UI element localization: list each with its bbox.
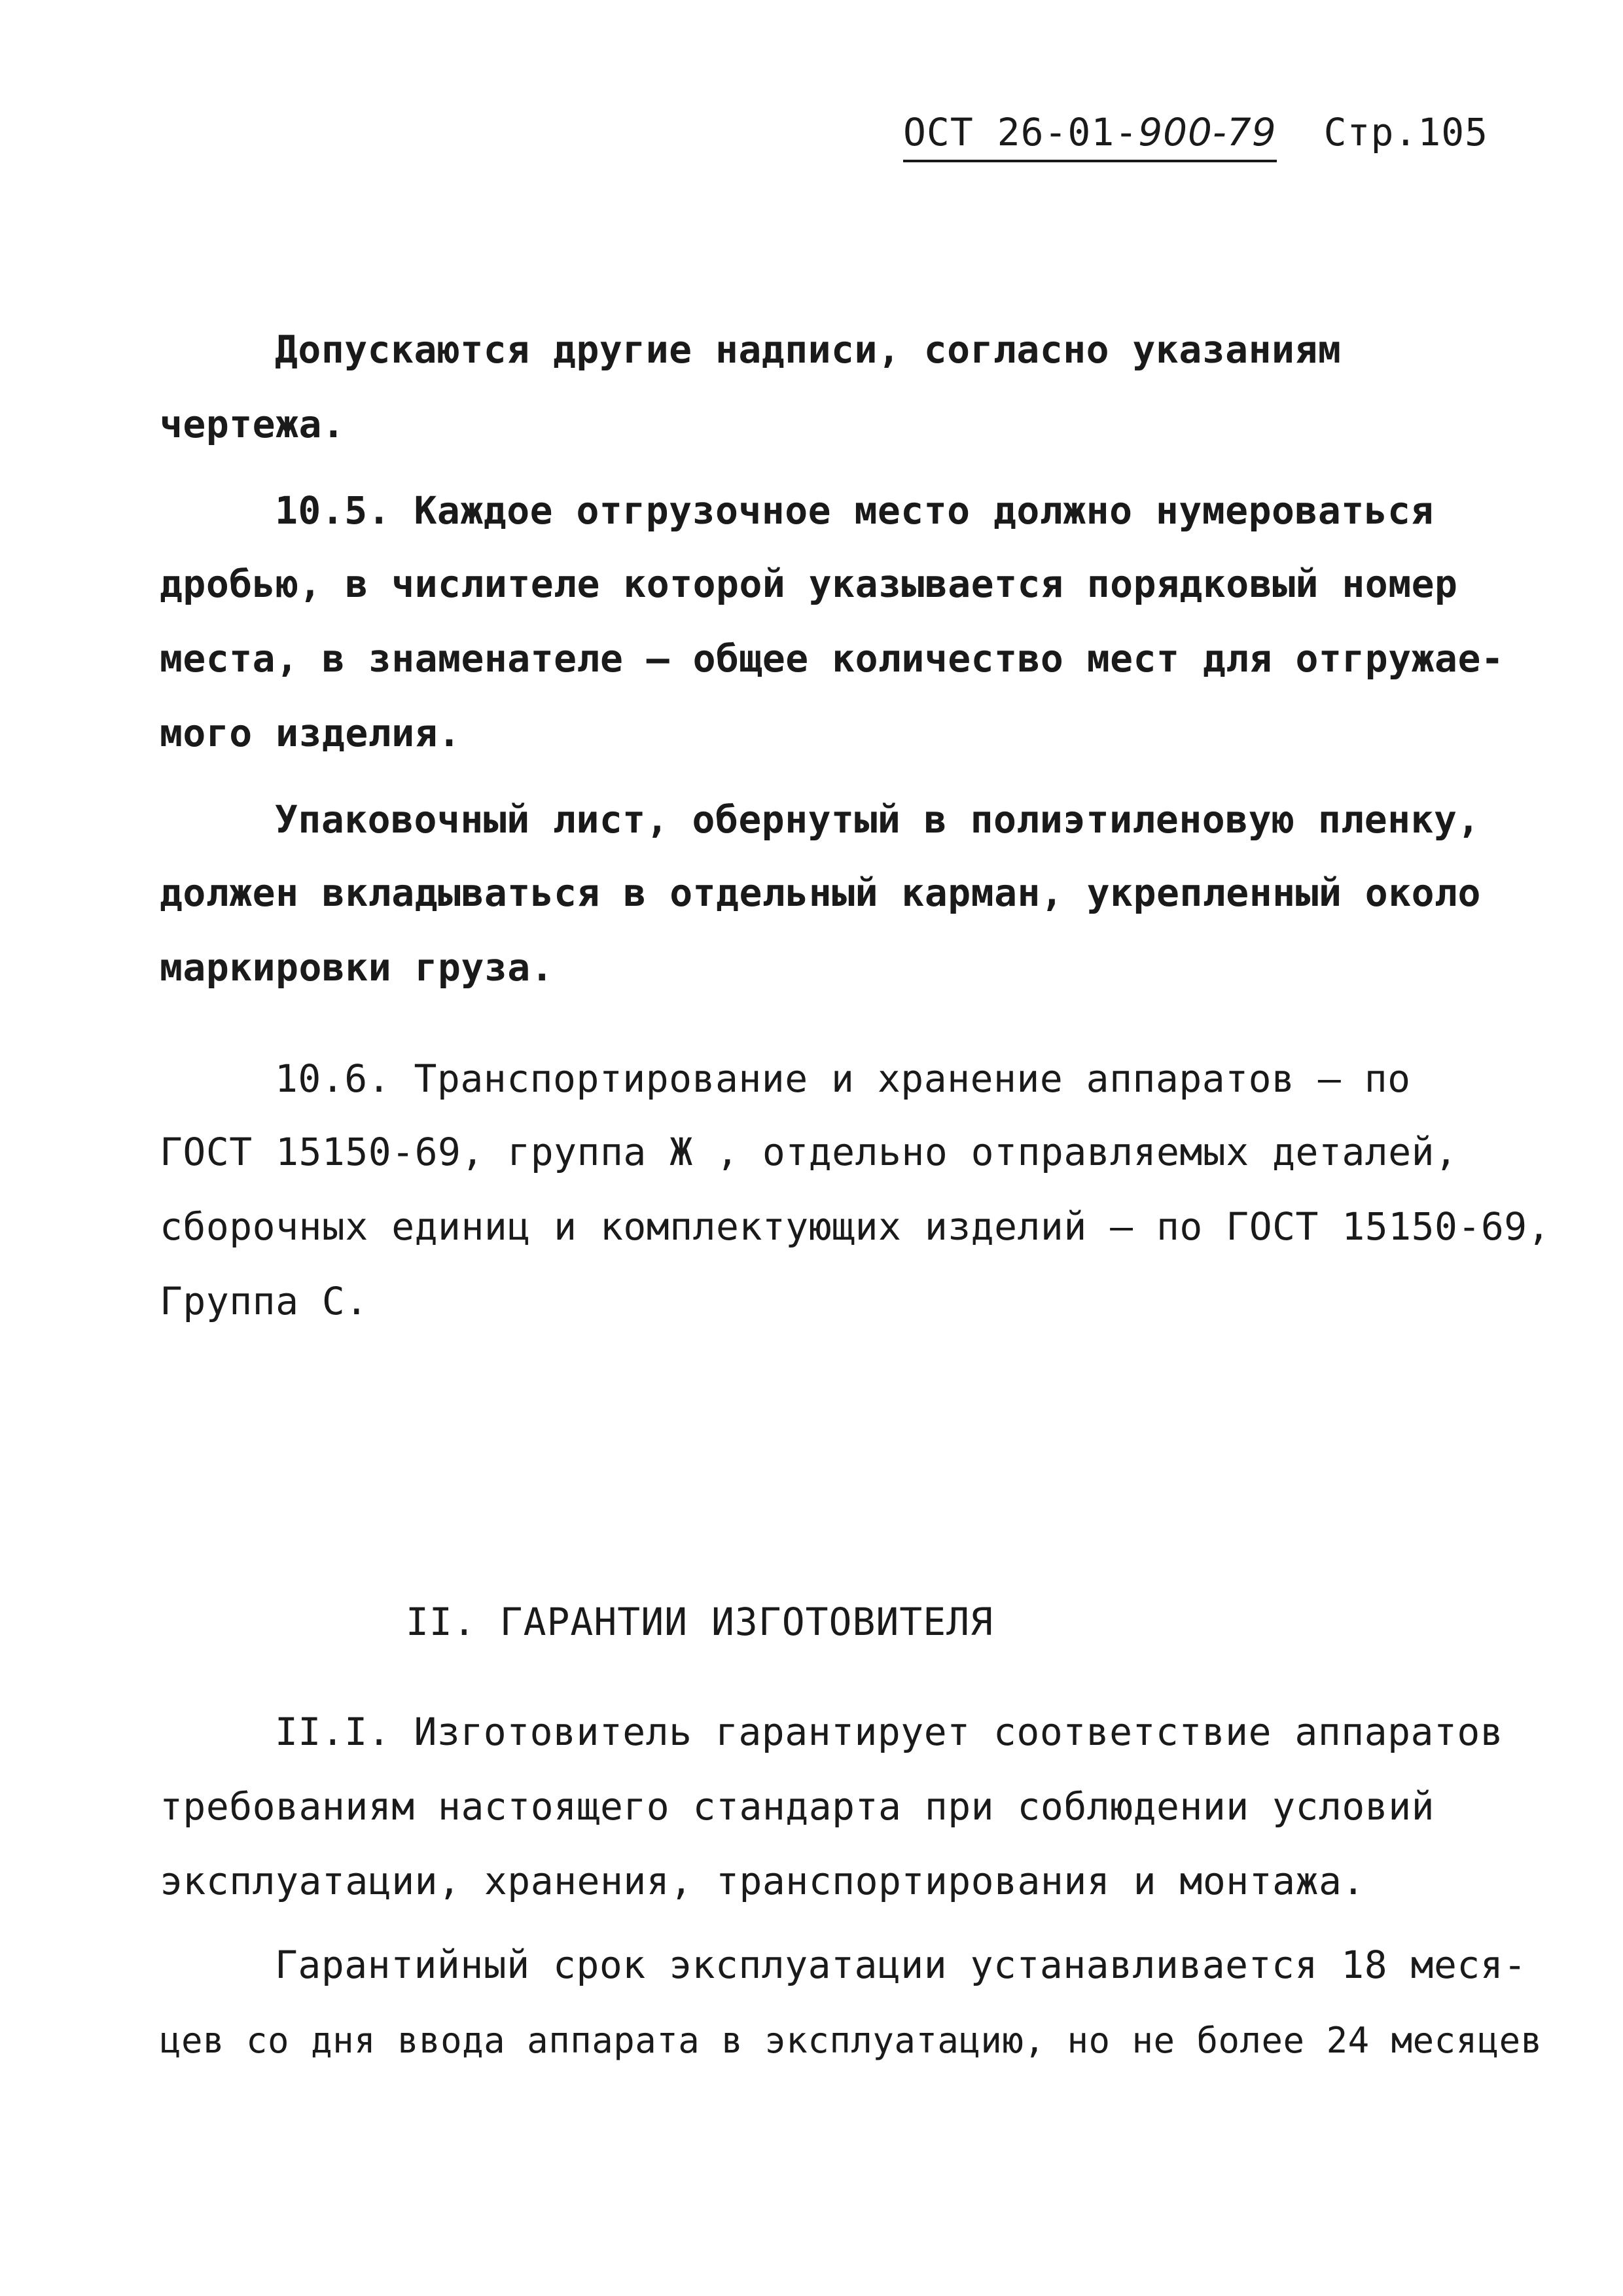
document-code-prefix: ОСТ 26-01- [903, 110, 1139, 154]
text-line: 10.6. Транспортирование и хранение аппаратов – по [275, 1056, 1411, 1101]
section-heading: II. ГАРАНТИИ ИЗГОТОВИТЕЛЯ [406, 1600, 993, 1644]
text-line: мого изделия. [160, 711, 461, 755]
text-line: II.I. Изготовитель гарантирует соответствие аппаратов [275, 1710, 1504, 1754]
text-line: маркировки груза. [160, 945, 554, 990]
text-line: Допускаются другие надписи, согласно указаниям [275, 327, 1342, 372]
text-line: Гарантийный срок эксплуатации устанавливается 18 меся- [275, 1943, 1527, 1987]
document-code [903, 106, 1277, 162]
page-number: Стр.105 [1323, 110, 1489, 154]
text-line: требованиям настоящего стандарта при соблюдении условий [160, 1784, 1435, 1829]
document-code-number: 900-79 [1138, 110, 1277, 154]
text-line: эксплуатации, хранения, транспортирования и монтажа. [160, 1859, 1365, 1903]
text-line: чертежа. [160, 402, 346, 446]
text-line: ГОСТ 15150-69, группа Ж , отдельно отправляемых деталей, [160, 1130, 1458, 1174]
text-line: Упаковочный лист, обернутый в полиэтиленовую пленку, [275, 797, 1480, 842]
text-line: цев со дня ввода аппарата в эксплуатацию, но не более 24 месяцев [160, 2020, 1543, 2061]
text-line: должен вкладываться в отдельный карман, укрепленный около [160, 870, 1481, 915]
text-line: дробью, в числителе которой указывается порядковый номер [160, 562, 1458, 606]
text-line: 10.5. Каждое отгрузочное место должно нумероваться [275, 488, 1434, 533]
text-line: сборочных единиц и комплектующих изделий – по ГОСТ 15150-69, [160, 1204, 1551, 1249]
page-header [903, 106, 1492, 158]
text-line: места, в знаменателе – общее количество мест для отгружае- [160, 636, 1505, 681]
text-line: Группа С. [160, 1279, 368, 1323]
